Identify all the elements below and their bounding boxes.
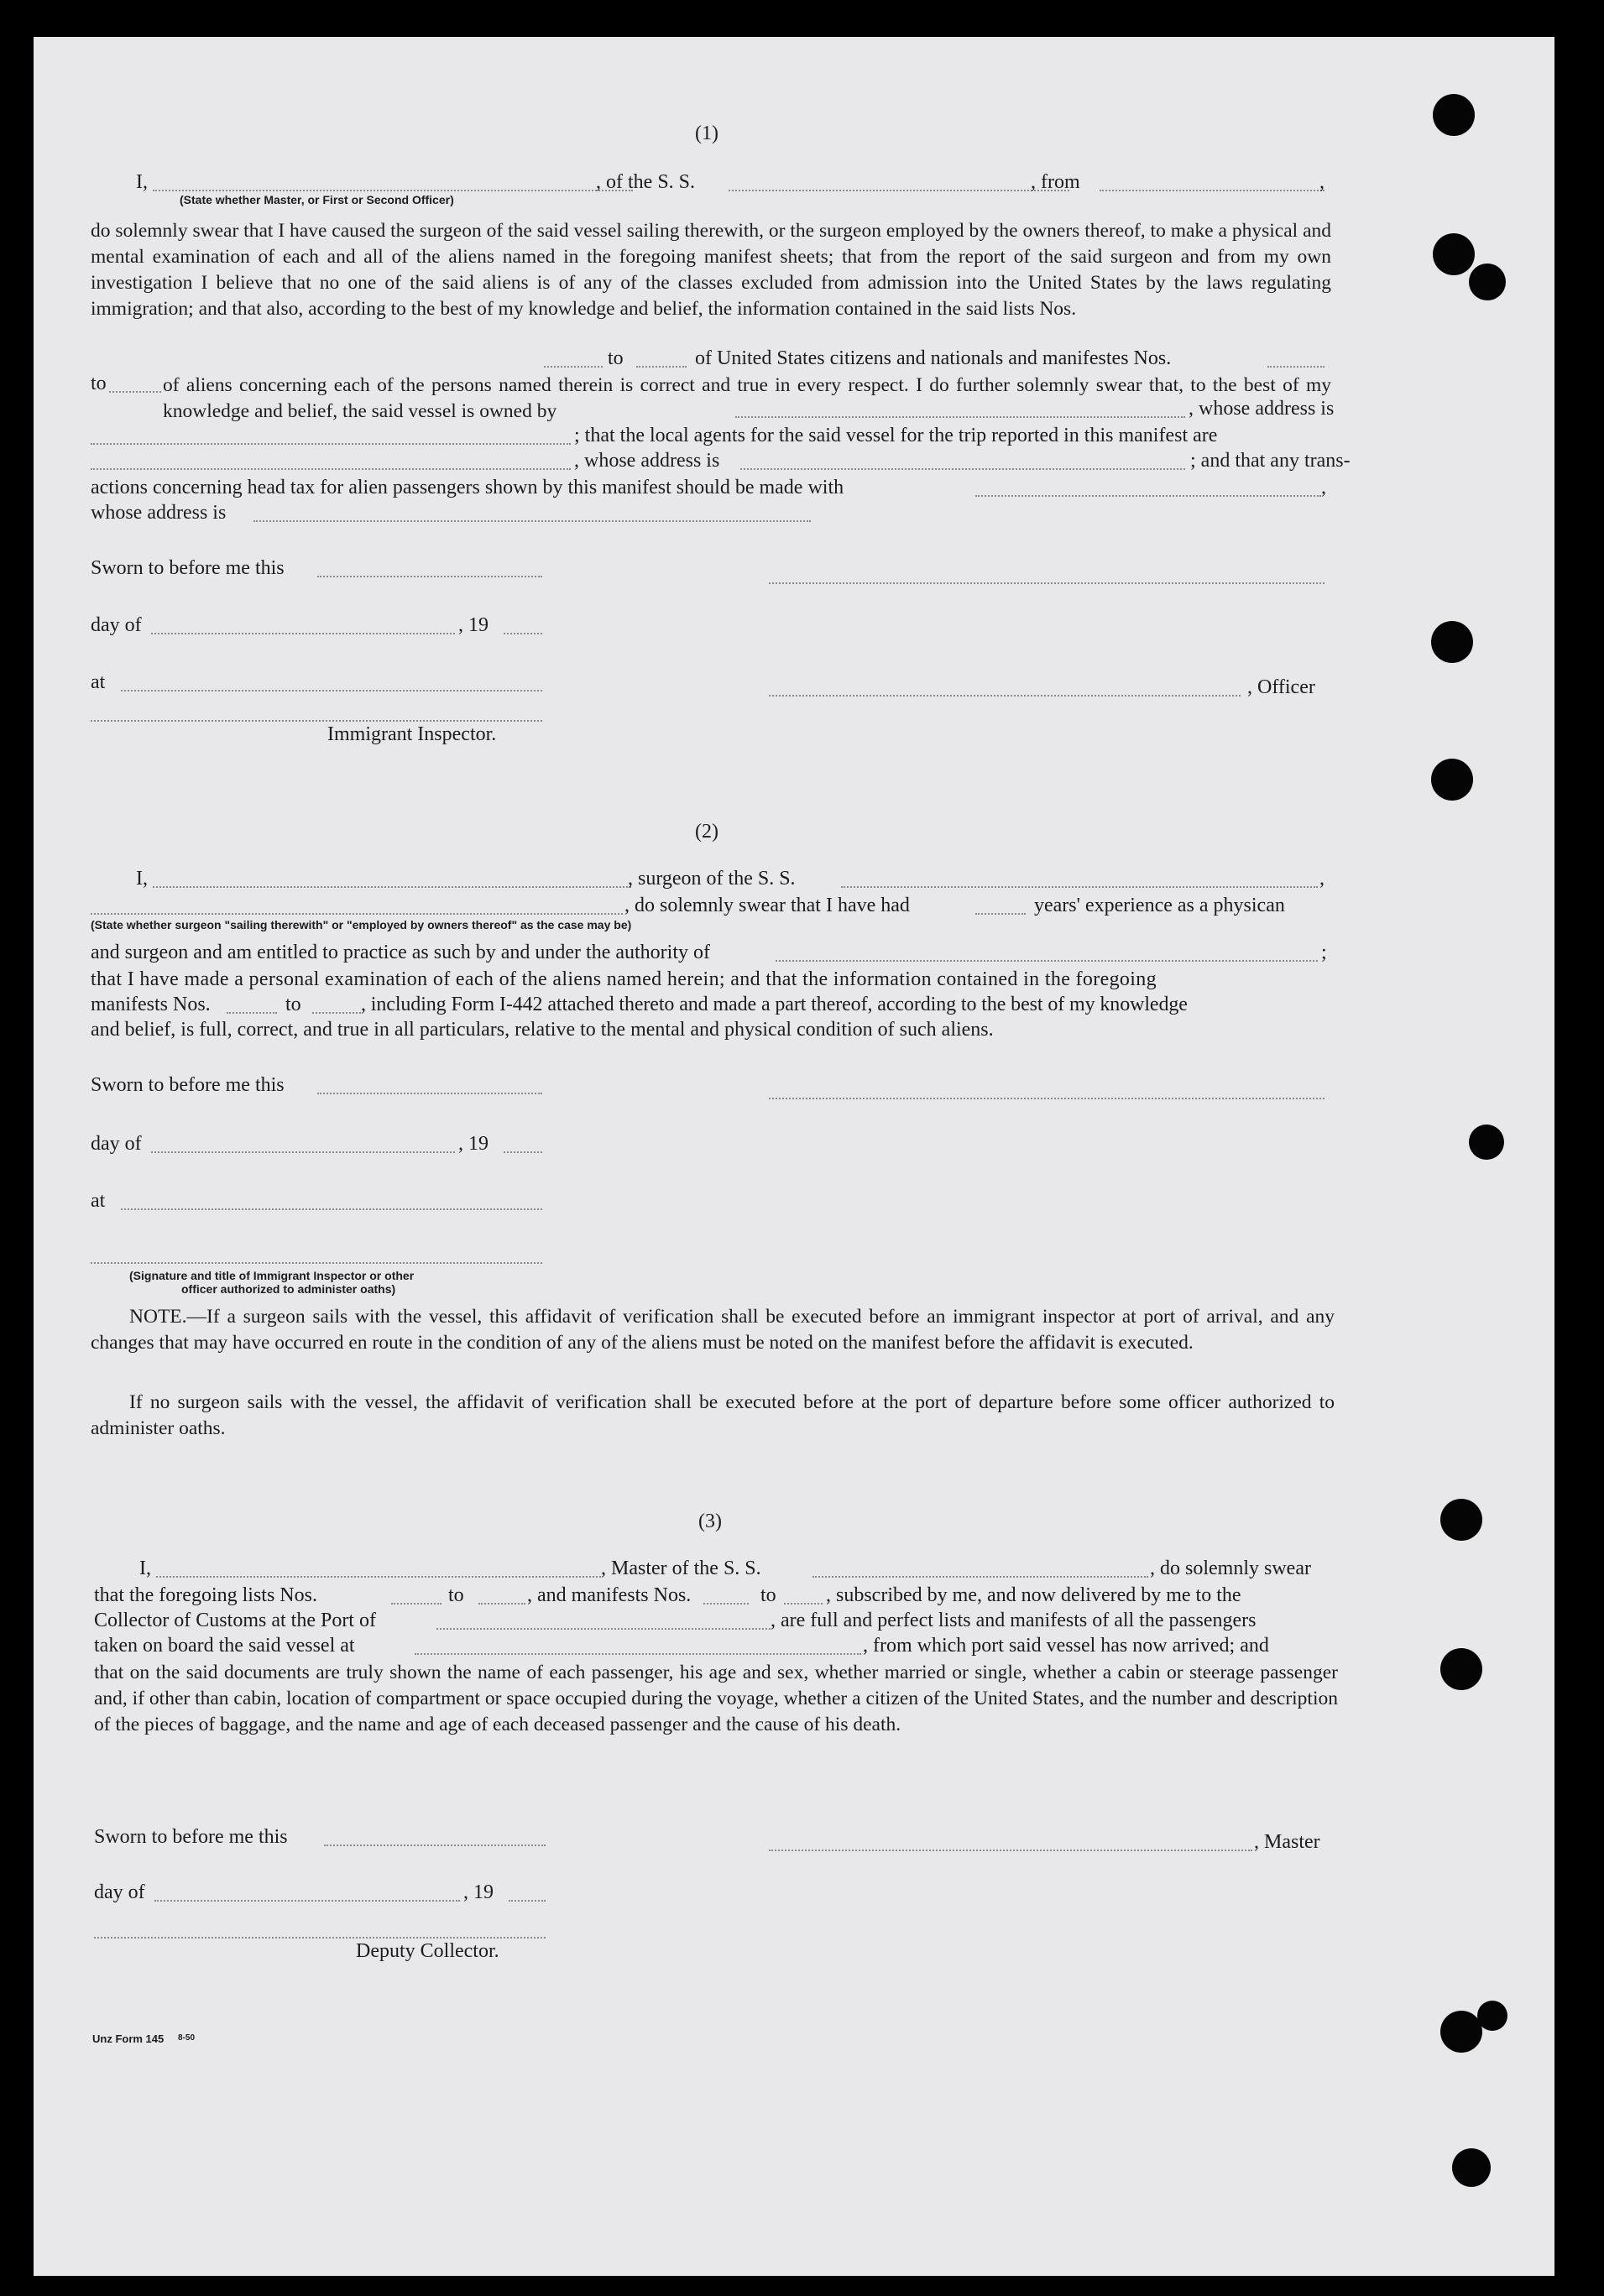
- s1-aliens-body: of aliens concerning each of the persons named therein is correct and true in every respect. I do further solemnly swear that, to the best of my knowledge and belief, the said vessel is owned by: [163, 374, 1331, 422]
- s3-manifests-field[interactable]: [703, 1603, 749, 1605]
- s1-at-field[interactable]: [121, 690, 542, 691]
- s1-officer: , Officer: [1247, 676, 1315, 698]
- s3-full-perfect: , are full and perfect lists and manifests of all the passengers: [771, 1610, 1257, 1631]
- s1-from: , from: [1031, 171, 1080, 193]
- section-2-number: (2): [695, 821, 718, 843]
- punch-hole-icon: [1433, 233, 1475, 275]
- s3-port-field[interactable]: [436, 1628, 771, 1630]
- s3-lists-to-field[interactable]: [478, 1603, 525, 1605]
- s2-form-i442: , including Form I-442 attached thereto and made a part thereof, according to the best of my knowledge: [361, 994, 1188, 1015]
- punch-hole-icon: [1469, 264, 1506, 300]
- s1-officer-title-field[interactable]: [153, 190, 633, 191]
- s3-master-name-field[interactable]: [156, 1576, 601, 1578]
- s2-at-field[interactable]: [121, 1208, 542, 1210]
- punch-hole-icon: [1433, 94, 1475, 136]
- s1-agents-address-field[interactable]: [740, 468, 1185, 470]
- s2-manifests-nos: manifests Nos.: [91, 994, 211, 1015]
- s1-manifests-nos-field[interactable]: [1267, 366, 1324, 368]
- s1-day-of: day of: [91, 614, 142, 636]
- punch-hole-icon: [1477, 2001, 1507, 2031]
- punch-hole-icon: [1431, 759, 1473, 801]
- s3-master: , Master: [1254, 1831, 1320, 1853]
- s3-manifests-to-field[interactable]: [784, 1603, 823, 1605]
- section-3-number: (3): [698, 1511, 722, 1532]
- s2-semicolon: ;: [1321, 942, 1327, 963]
- form-date: 8-50: [178, 2033, 196, 2043]
- punch-hole-icon: [1452, 2148, 1491, 2187]
- s1-at: at: [91, 671, 106, 693]
- s1-immigrant-inspector: Immigrant Inspector.: [327, 723, 497, 745]
- s1-whose-address: , whose address is: [1189, 398, 1335, 420]
- s2-i: I,: [136, 868, 148, 890]
- s1-year: , 19: [458, 614, 489, 636]
- s3-year-field[interactable]: [509, 1900, 546, 1902]
- s1-officer-note: (State whether Master, or First or Second Officer): [180, 193, 454, 206]
- s1-year-field[interactable]: [504, 633, 542, 634]
- s3-subscribed: , subscribed by me, and now delivered by me to the: [826, 1584, 1241, 1606]
- s2-note-1: NOTE.—If a surgeon sails with the vessel, this affidavit of verification shall be executed before an immigrant inspector at port of arrival, and any changes that may have occurred en route in the condition of any of the aliens must be noted on the manifest before the affidavit is executed.: [91, 1306, 1335, 1354]
- form-id: Unz Form 145: [92, 2032, 165, 2045]
- s2-signature-field[interactable]: [769, 1098, 1324, 1099]
- s1-body: [91, 218, 1331, 322]
- s2-day-field[interactable]: [151, 1151, 455, 1153]
- s1-vessel-name-field[interactable]: [729, 190, 1069, 191]
- form-page: [34, 37, 1554, 2276]
- s1-head-tax: actions concerning head tax for alien passengers shown by this manifest should be made with: [91, 477, 844, 498]
- s3-year: , 19: [463, 1881, 494, 1903]
- s1-officer-signature-field[interactable]: [769, 695, 1241, 697]
- s3-lists-nos: that the foregoing lists Nos.: [94, 1584, 317, 1606]
- s2-sworn: Sworn to before me this: [91, 1074, 285, 1096]
- s2-surgeon-of-ss: , surgeon of the S. S.: [628, 868, 796, 890]
- s2-belief: and belief, is full, correct, and true in all particulars, relative to the mental and physical condition of such aliens.: [91, 1019, 994, 1041]
- s1-from-field[interactable]: [1100, 190, 1324, 191]
- s2-at: at: [91, 1190, 106, 1212]
- s3-collector: Collector of Customs at the Port of: [94, 1610, 376, 1631]
- s1-i: I,: [136, 171, 148, 193]
- s1-to1: to: [608, 347, 624, 369]
- s1-owner-field[interactable]: [735, 416, 1185, 418]
- s1-manifests-to-field[interactable]: [109, 391, 161, 393]
- s2-vessel-field[interactable]: [841, 886, 1318, 888]
- s2-inspector-signature-field[interactable]: [91, 1262, 542, 1264]
- s3-taken-on-board: taken on board the said vessel at: [94, 1635, 355, 1657]
- punch-hole-icon: [1440, 2011, 1482, 2053]
- s2-authority: and surgeon and am entitled to practice as such by and under the authority of: [91, 942, 710, 963]
- s3-collector-signature-field[interactable]: [94, 1937, 546, 1939]
- s1-inspector-signature-field[interactable]: [91, 720, 542, 722]
- s3-vessel-field[interactable]: [812, 1576, 1148, 1578]
- punch-hole-icon: [1440, 1499, 1482, 1541]
- section-1-number: (1): [695, 123, 718, 144]
- punch-hole-icon: [1431, 621, 1473, 663]
- s2-year-field[interactable]: [504, 1151, 542, 1153]
- punch-hole-icon: [1469, 1125, 1504, 1160]
- s3-day-field[interactable]: [154, 1900, 460, 1902]
- s2-authority-field[interactable]: [776, 960, 1318, 962]
- s2-note-2: If no surgeon sails with the vessel, the affidavit of verification shall be executed before at the port of departure before some officer authorized to administer oaths.: [91, 1391, 1335, 1439]
- s3-arrived: , from which port said vessel has now arrived; and: [863, 1635, 1269, 1657]
- s3-i: I,: [139, 1558, 151, 1579]
- s3-lists-field[interactable]: [391, 1603, 441, 1605]
- s2-solemnly-swear: , do solemnly swear that I have had: [624, 895, 910, 916]
- s2-sig-note-2: officer authorized to administer oaths): [181, 1282, 396, 1296]
- s3-body: [94, 1660, 1338, 1738]
- s3-solemnly-swear: , do solemnly swear: [1150, 1558, 1311, 1579]
- s2-years-experience: years' experience as a physican: [1034, 895, 1285, 916]
- s2-note-b: [91, 1390, 1335, 1442]
- s2-surgeon-type-field[interactable]: [91, 913, 623, 915]
- s2-comma: ,: [1319, 868, 1324, 890]
- s2-day-of: day of: [91, 1133, 142, 1155]
- s2-sig-note-1: (Signature and title of Immigrant Inspector or other: [129, 1269, 415, 1282]
- s1-agents-field[interactable]: [91, 468, 571, 470]
- s1-head-tax-field[interactable]: [975, 495, 1321, 497]
- s3-master-of-ss: , Master of the S. S.: [601, 1558, 761, 1579]
- s2-manifests-field[interactable]: [227, 1012, 277, 1014]
- s1-any-trans: ; and that any trans-: [1190, 450, 1351, 472]
- s1-lists-nos-field[interactable]: [544, 366, 603, 368]
- s2-examination: that I have made a personal examination of each of the aliens named herein; and that the information contained in the foregoing: [91, 968, 1157, 990]
- punch-hole-icon: [1440, 1648, 1482, 1690]
- s3-body-text: that on the said documents are truly shown the name of each passenger, his age and sex, whether married or single, whether a cabin or steerage passenger and, if other than cabin, location of compartment or space occupied during the voyage, whether a citizen of the United States, and the number and description of the pieces of baggage, and the name and age of each deceased passenger and the cause of his death.: [94, 1662, 1338, 1735]
- s1-signature-field[interactable]: [769, 582, 1324, 584]
- s2-sworn-field[interactable]: [317, 1093, 542, 1094]
- s1-to2: to: [91, 373, 107, 394]
- s3-to: to: [448, 1584, 464, 1606]
- s3-day-of: day of: [94, 1881, 145, 1903]
- s1-head-tax-comma: ,: [1321, 477, 1326, 498]
- s1-head-tax-address-field[interactable]: [253, 520, 811, 522]
- s2-surgeon-name-field[interactable]: [153, 886, 631, 888]
- s2-surgeon-note: (State whether surgeon "sailing therewith" or "employed by owners thereof" as the case may be): [91, 918, 632, 931]
- s1-of-ss: , of the S. S.: [596, 171, 696, 193]
- s3-master-signature-field[interactable]: [769, 1850, 1252, 1851]
- s1-day-field[interactable]: [151, 633, 455, 634]
- s1-citizens-text: of United States citizens and nationals and manifestes Nos.: [695, 347, 1172, 369]
- s1-owner-address-field[interactable]: [91, 443, 571, 445]
- s2-to: to: [285, 994, 301, 1015]
- s1-comma: ,: [1319, 171, 1324, 193]
- s1-lists-nos-to-field[interactable]: [636, 366, 687, 368]
- s1-whose-address-2: , whose address is: [574, 450, 720, 472]
- s3-deputy-collector: Deputy Collector.: [356, 1940, 499, 1962]
- s2-year: , 19: [458, 1133, 489, 1155]
- s1-sworn: Sworn to before me this: [91, 557, 285, 579]
- s1-local-agents: ; that the local agents for the said vessel for the trip reported in this manifest are: [574, 425, 1218, 446]
- s1-whose-address-3: whose address is: [91, 502, 227, 524]
- s3-manifests-nos: , and manifests Nos.: [527, 1584, 692, 1606]
- s3-to2: to: [760, 1584, 776, 1606]
- s1-sworn-field[interactable]: [317, 576, 542, 577]
- s2-years-field[interactable]: [975, 913, 1026, 915]
- s2-manifests-to-field[interactable]: [312, 1012, 361, 1014]
- s1-body-text: do solemnly swear that I have caused the surgeon of the said vessel sailing therewith, or the surgeon employed by the owners thereof, to make a physical and mental examination of each and all of the aliens named in the foregoing manifest sheets; that from the report of the said surgeon and from my own investigation I believe that no one of the said aliens is of any of the classes excluded from admission into the United States by the laws regulating immigration; and that also, according to the best of my knowledge and belief, the information contained in the said lists Nos.: [91, 220, 1331, 320]
- s3-departure-port-field[interactable]: [415, 1653, 861, 1655]
- s3-sworn: Sworn to before me this: [94, 1826, 288, 1848]
- s2-note: [91, 1304, 1335, 1356]
- s3-sworn-field[interactable]: [324, 1845, 546, 1846]
